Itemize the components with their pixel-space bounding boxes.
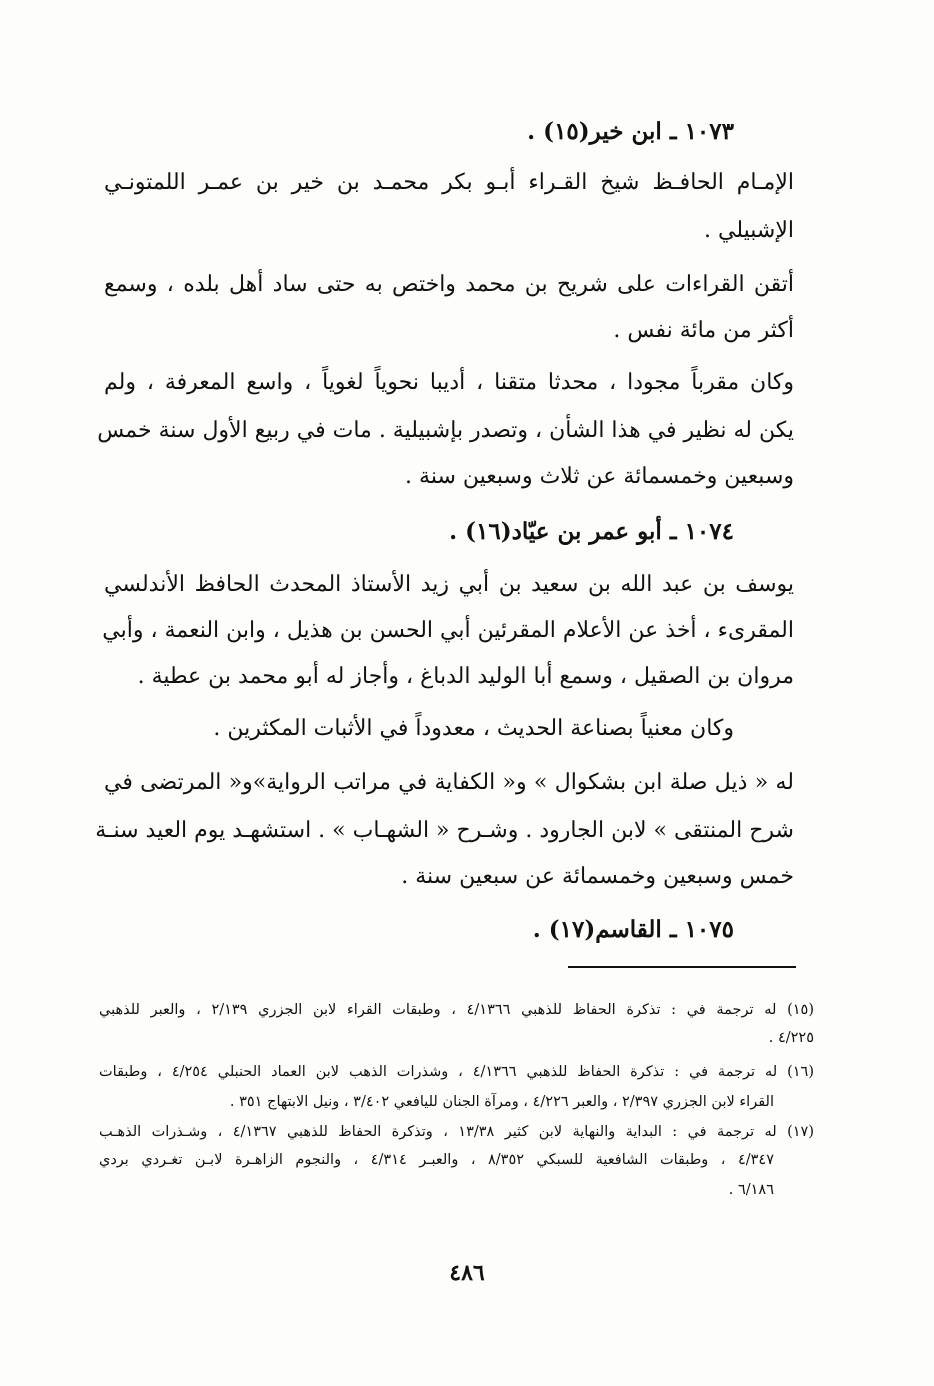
paragraph-line: له « ذيل صلة ابن بشكوال » و« الكفاية في مراتب الرواية»و« المرتضى في xyxy=(104,770,794,795)
paragraph-line: مروان بن الصقيل ، وسمع أبا الوليد الدباغ ، وأجاز له أبو محمد بن عطية . xyxy=(137,664,794,689)
paragraph-line: يوسف بن عبد الله بن سعيد بن أبي زيد الأستاذ المحدث الحافظ الأندلسي xyxy=(104,572,794,597)
entry-heading: ١٠٧٥ ـ القاسم(١٧) . xyxy=(532,916,734,943)
paragraph-line: المقرىء ، أخذ عن الأعلام المقرئين أبي الحسن بن هذيل ، وابن النعمة ، وأبي xyxy=(102,618,794,643)
footnote-line: (١٦) له ترجمة في : تذكرة الحفاظ للذهبي ٤/١٣٦٦ ، وشذرات الذهب لابن العماد الحنبلي ٤/٢٥٤ ، وطبقات xyxy=(99,1064,814,1080)
paragraph-line: وكان مقرباً مجودا ، محدثا متقنا ، أديبا نحوياً لغوياً ، واسع المعرفة ، ولم xyxy=(104,370,794,395)
paragraph-line: شرح المنتقى » لابن الجارود . وشـرح « الشهـاب » . استشهـد يوم العيد سنـة xyxy=(95,818,794,843)
entry-heading: ١٠٧٤ ـ أبو عمر بن عيّاد(١٦) . xyxy=(449,518,734,545)
paragraph-line: خمس وسبعين وخمسمائة عن سبعين سنة . xyxy=(401,864,794,889)
page-number: ٤٨٦ xyxy=(449,1260,485,1286)
footnote-line: ٦/١٨٦ . xyxy=(728,1182,774,1198)
footnote-line: (١٧) له ترجمة في : البداية والنهاية لابن كثير ١٣/٣٨ ، وتذكرة الحفاظ للذهبي ٤/١٣٦٧ ، وشـذرات الذهـب xyxy=(99,1124,815,1140)
paragraph-line: وكان معنياً بصناعة الحديث ، معدوداً في الأثبات المكثرين . xyxy=(213,716,734,741)
footnote-separator xyxy=(568,966,796,968)
footnote-line: القراء لابن الجزري ٢/٣٩٧ ، والعبر ٤/٢٢٦ ، ومرآة الجنان لليافعي ٣/٤٠٢ ، ونيل الابتهاج ٣٥١ . xyxy=(229,1094,774,1110)
paragraph-line: أكثر من مائة نفس . xyxy=(613,318,794,343)
entry-heading: ١٠٧٣ ـ ابن خير(١٥) . xyxy=(527,118,734,145)
paragraph-line: أتقن القراءات على شريح بن محمد واختص به حتى ساد أهل بلده ، وسمع xyxy=(104,272,794,297)
paragraph-line: الإمـام الحافـظ شيخ القـراء أبـو بكر محمـد بن خير بن عمـر اللمتونـي xyxy=(104,170,794,195)
paragraph-line: يكن له نظير في هذا الشأن ، وتصدر بإشبيلية . مات في ربيع الأول سنة خمس xyxy=(97,418,794,443)
footnote-line: (١٥) له ترجمة في : تذكرة الحفاظ للذهبي ٤/١٣٦٦ ، وطبقات القراء لابن الجزري ٢/١٣٩ ، والعبر للذهبي xyxy=(99,1002,814,1018)
footnote-line: ٤/٢٢٥ . xyxy=(768,1030,814,1046)
paragraph-line: الإشبيلي . xyxy=(704,218,794,243)
footnote-line: ٤/٣٤٧ ، وطبقات الشافعية للسبكي ٨/٣٥٢ ، والعبـر ٤/٣١٤ ، والنجوم الزاهـرة لابـن تغـردي بردي xyxy=(99,1152,774,1168)
paragraph-line: وسبعين وخمسمائة عن ثلاث وسبعين سنة . xyxy=(405,464,794,489)
